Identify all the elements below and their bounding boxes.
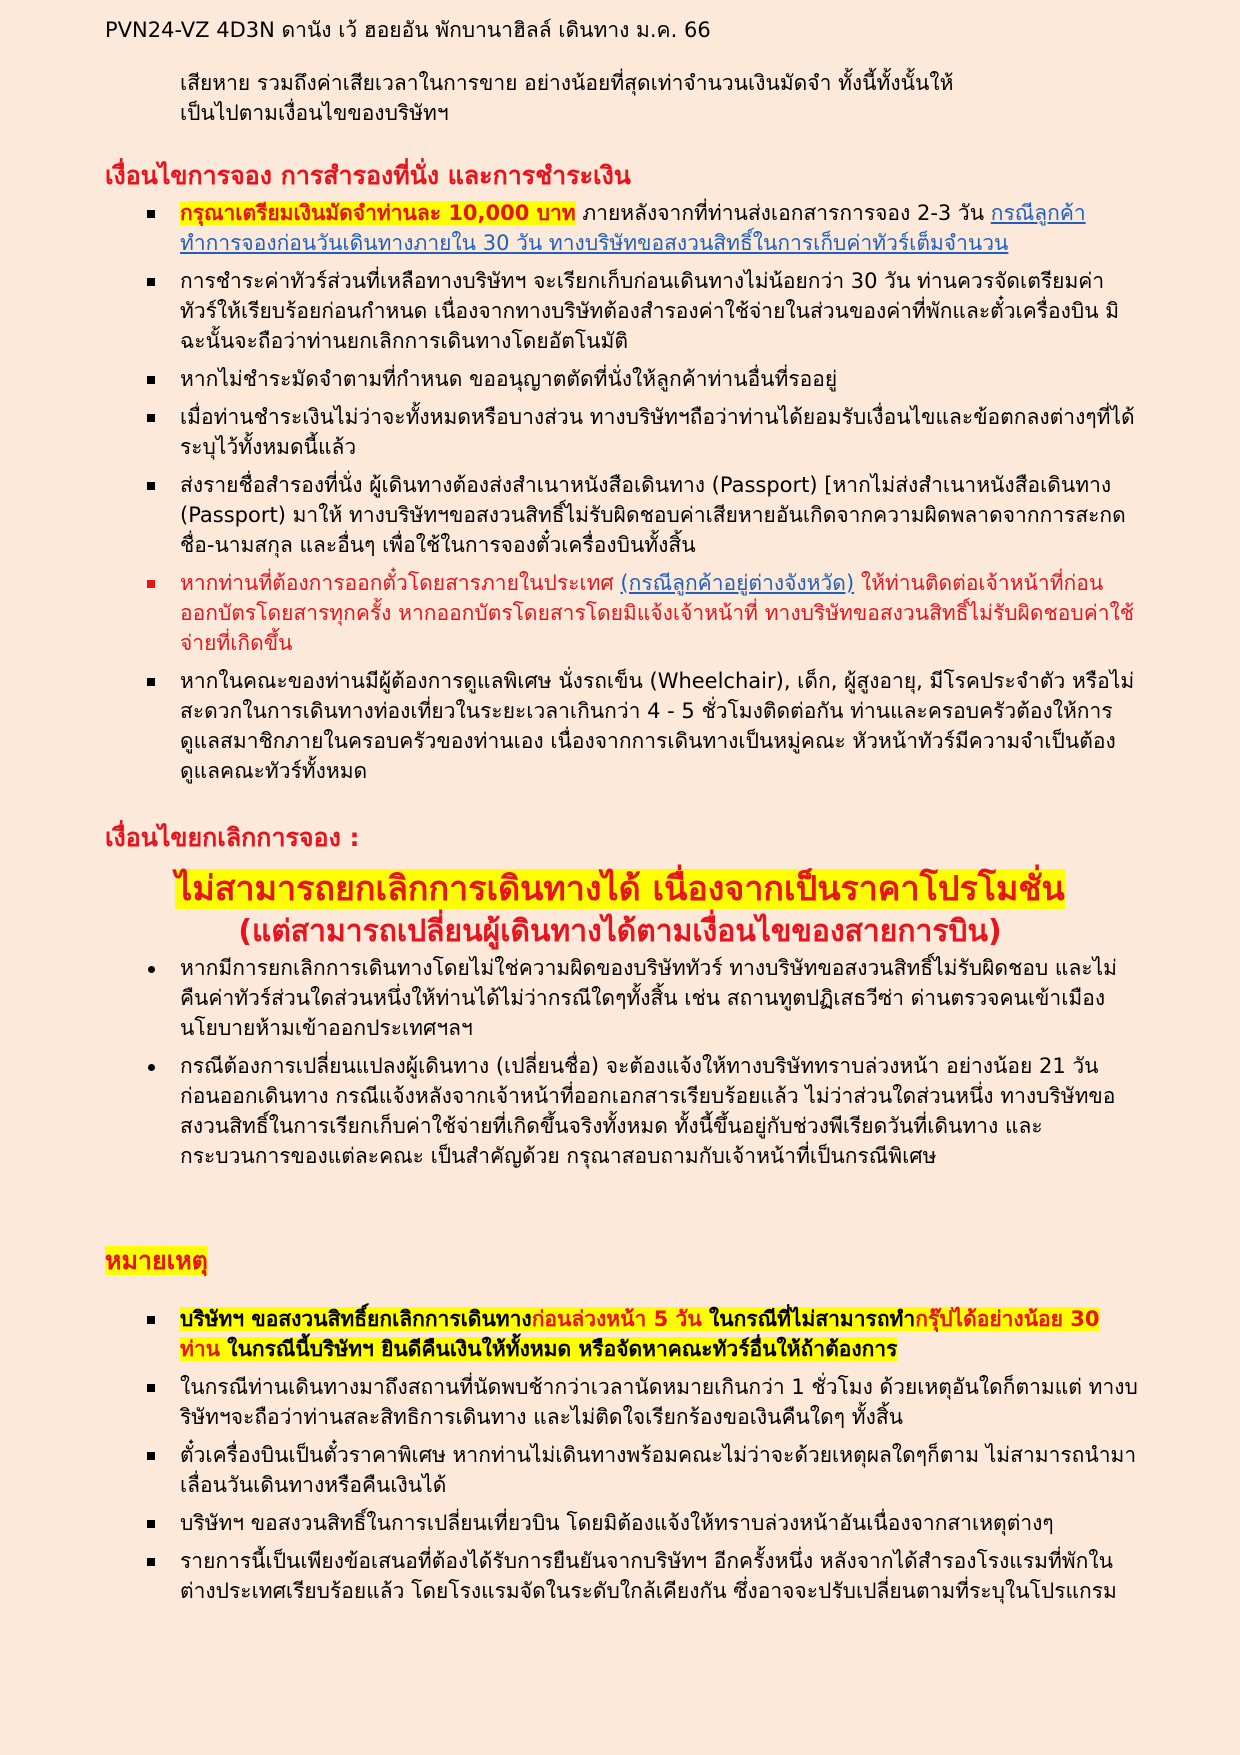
list-item [105, 470, 1138, 560]
square-bullet-icon [145, 1304, 157, 1334]
province-customer-link[interactable]: (กรณีลูกค้าอยู่ต่างจังหวัด) [620, 571, 855, 595]
list-item [105, 568, 1138, 658]
list-item [105, 666, 1138, 786]
notes-title-text: หมายเหตุ [105, 1246, 208, 1275]
list-item-text: ส่งรายชื่อสำรองที่นั่ง ผู้เดินทางต้องส่งสำเนาหนังสือเดินทาง (Passport) [หากไม่ส่งสำเนาหนังสือเดินทาง (Passport) มาให้ ทางบริษัทฯขอสงวนสิทธิ์ไม่รับผิดชอบค่าเสียหายอันเกิดจากความผิดพลาดจากการสะกดชื่อ-นามสกุล และอื่นๆ เพื่อใช้ในการจองตั๋วเครื่องบินทั้งสิ้น [180, 473, 1126, 557]
list-item [105, 266, 1138, 356]
deposit-highlight: กรุณาเตรียมเงินมัดจำท่านละ 10,000 บาท [180, 201, 576, 225]
list-item-text: ตั๋วเครื่องบินเป็นตั๋วราคาพิเศษ หากท่านไม่เดินทางพร้อมคณะไม่ว่าจะด้วยเหตุผลใดๆก็ตาม ไม่สามารถนำมาเลื่อนวันเดินทางหรือคืนเงินได้ [180, 1443, 1137, 1497]
square-bullet-icon [145, 266, 157, 296]
list-item [105, 1440, 1138, 1500]
list-item-text: หากท่านที่ต้องการออกตั๋วโดยสารภายในประเทศ [180, 571, 621, 595]
notes-text: ในกรณีนี้บริษัทฯ ยินดีคืนเงินให้ทั้งหมด หรือจัดหาคณะทัวร์อื่นให้ถ้าต้องการ [220, 1337, 898, 1361]
square-bullet-icon [145, 364, 157, 394]
list-item-text: หากมีการยกเลิกการเดินทางโดยไม่ใช่ความผิดของบริษัททัวร์ ทางบริษัทขอสงวนสิทธิ์ไม่รับผิดชอบ และไม่คืนค่าทัวร์ส่วนใดส่วนหนึ่งให้ท่านได้ไม่ว่ากรณีใดๆทั้งสิ้น เช่น สถานทูตปฏิเสธวีซ่า ด่านตรวจคนเข้าเมือง นโยบายห้ามเข้าออกประเทศฯลฯ [180, 956, 1118, 1040]
page-header: PVN24-VZ 4D3N ดานัง เว้ ฮอยอัน พักบานาฮิลล์ เดินทาง ม.ค. 66 [105, 18, 711, 42]
notes-red-text: ก่อนล่วงหน้า 5 วัน [531, 1307, 702, 1331]
list-item-text: เมื่อท่านชำระเงินไม่ว่าจะทั้งหมดหรือบางส่วน ทางบริษัทฯถือว่าท่านได้ยอมรับเงื่อนไขและข้อตกลงต่างๆที่ได้ระบุไว้ทั้งหมดนี้แล้ว [180, 405, 1135, 459]
square-bullet-icon [145, 470, 157, 500]
list-item [105, 953, 1138, 1043]
intro-paragraph [180, 68, 1138, 128]
list-item [105, 1372, 1138, 1432]
list-item-text: หากในคณะของท่านมีผู้ต้องการดูแลพิเศษ นั่งรถเข็น (Wheelchair), เด็ก, ผู้สูงอายุ, มีโรคประจำตัว หรือไม่สะดวกในการเดินทางท่องเที่ยวในระยะเวลาเกินกว่า 4 - 5 ชั่วโมงติดต่อกัน ท่านและครอบครัวต้องให้การดูแลสมาชิกภายในครอบครัวของท่านเอง เนื่องจากการเดินทางเป็นหมู่คณะ หัวหน้าทัวร์มีความจำเป็นต้องดูแลคณะทัวร์ทั้งหมด [180, 669, 1135, 783]
change-traveller-banner: (แต่สามารถเปลี่ยนผู้เดินทางได้ตามเงื่อนไขของสายการบิน) [238, 914, 1002, 949]
list-item-text: ให้ท่านติดต่อเจ้าหน้าที่ก่อนออกบัตรโดยสารทุกครั้ง หากออกบัตรโดยสารโดยมิแจ้งเจ้าหน้าที่ ทางบริษัทขอสงวนสิทธิ์ไม่รับผิดชอบค่าใช้จ่ายที่เกิดขึ้น [180, 571, 1135, 655]
list-item [105, 1051, 1138, 1171]
no-cancel-banner-text: ไม่สามารถยกเลิกการเดินทางได้ เนื่องจากเป็นราคาโปรโมชั่น [175, 869, 1065, 909]
list-item-text: กรณีต้องการเปลี่ยนแปลงผู้เดินทาง (เปลี่ยนชื่อ) จะต้องแจ้งให้ทางบริษัททราบล่วงหน้า อย่างน้อย 21 วัน ก่อนออกเดินทาง กรณีแจ้งหลังจากเจ้าหน้าที่ออกเอกสารเรียบร้อยแล้ว ไม่ว่าส่วนใดส่วนหนึ่ง ทางบริษัทขอสงวนสิทธิ์ในการเรียกเก็บค่าใช้จ่ายที่เกิดขึ้นจริงทั้งหมด ทั้งนี้ขึ้นอยู่กับช่วงพีเรียดวันที่เดินทาง และกระบวนการของแต่ละคณะ เป็นสำคัญด้วย กรุณาสอบถามกับเจ้าหน้าที่เป็นกรณีพิเศษ [180, 1054, 1116, 1168]
full-payment-link[interactable]: กรณีลูกค้าทำการจองก่อนวันเดินทางภายใน 30 วัน ทางบริษัทขอสงวนสิทธิ์ในการเก็บค่าทัวร์เต็มจำนวน [180, 201, 1086, 255]
list-item [105, 1546, 1138, 1606]
square-bullet-icon [145, 666, 157, 696]
booking-list [105, 198, 1138, 794]
round-bullet-icon [145, 953, 157, 983]
intro-line: เป็นไปตามเงื่อนไขของบริษัทฯ [180, 101, 449, 125]
notes-text: บริษัทฯ ขอสงวนสิทธิ์ยกเลิกการเดินทาง [180, 1307, 532, 1331]
list-item [105, 364, 1138, 394]
square-bullet-icon [145, 568, 157, 598]
round-bullet-icon [145, 1051, 157, 1081]
square-bullet-icon [145, 198, 157, 228]
notes-section-title [105, 1243, 208, 1279]
list-item [105, 198, 1138, 258]
list-item [105, 1508, 1138, 1538]
no-cancel-banner [0, 866, 1240, 912]
cancel-list [105, 953, 1138, 1179]
list-item-text: บริษัทฯ ขอสงวนสิทธิ์ในการเปลี่ยนเที่ยวบิน โดยมิต้องแจ้งให้ทราบล่วงหน้าอันเนื่องจากสาเหตุต่างๆ [180, 1511, 1054, 1535]
square-bullet-icon [145, 1440, 157, 1470]
list-item [105, 1304, 1138, 1364]
list-item-text: ในกรณีท่านเดินทางมาถึงสถานที่นัดพบช้ากว่าเวลานัดหมายเกินกว่า 1 ชั่วโมง ด้วยเหตุอันใดก็ตามแต่ ทางบริษัทฯจะถือว่าท่านสละสิทธิการเดินทาง และไม่ติดใจเรียกร้องขอเงินคืนใดๆ ทั้งสิ้น [180, 1375, 1138, 1429]
square-bullet-icon [145, 402, 157, 432]
notes-text: ในกรณีที่ไม่สามารถทำ [701, 1307, 916, 1331]
square-bullet-icon [145, 1508, 157, 1538]
notes-list [105, 1304, 1138, 1614]
notes-red-text: กรุ๊ปได้อย่างน้อย 30 ท่าน [180, 1307, 1100, 1361]
list-item-text: หากไม่ชำระมัดจำตามที่กำหนด ขออนุญาตตัดที่นั่งให้ลูกค้าท่านอื่นที่รออยู่ [180, 367, 838, 391]
deposit-text: ภายหลังจากที่ท่านส่งเอกสารการจอง 2-3 วัน [575, 201, 991, 225]
list-item-text: การชำระค่าทัวร์ส่วนที่เหลือทางบริษัทฯ จะเรียกเก็บก่อนเดินทางไม่น้อยกว่า 30 วัน ท่านควรจัดเตรียมค่าทัวร์ให้เรียบร้อยก่อนกำหนด เนื่องจากทางบริษัทต้องสำรองค่าใช้จ่ายในส่วนของค่าที่พักและตั๋วเครื่องบิน มิฉะนั้นจะถือว่าท่านยกเลิกการเดินทางโดยอัตโนมัติ [180, 269, 1120, 353]
list-item-text: รายการนี้เป็นเพียงข้อเสนอที่ต้องได้รับการยืนยันจากบริษัทฯ อีกครั้งหนึ่ง หลังจากได้สำรองโรงแรมที่พักในต่างประเทศเรียบร้อยแล้ว โดยโรงแรมจัดในระดับใกล้เคียงกัน ซึ่งอาจจะปรับเปลี่ยนตามที่ระบุในโปรแกรม [180, 1549, 1117, 1603]
intro-line: เสียหาย รวมถึงค่าเสียเวลาในการขาย อย่างน้อยที่สุดเท่าจำนวนเงินมัดจำ ทั้งนี้ทั้งนั้นให้ [180, 71, 954, 95]
square-bullet-icon [145, 1546, 157, 1576]
square-bullet-icon [145, 1372, 157, 1402]
cancel-section-title: เงื่อนไขยกเลิกการจอง : [105, 823, 360, 852]
booking-section-title: เงื่อนไขการจอง การสำรองที่นั่ง และการชำระเงิน [105, 161, 631, 190]
list-item [105, 402, 1138, 462]
